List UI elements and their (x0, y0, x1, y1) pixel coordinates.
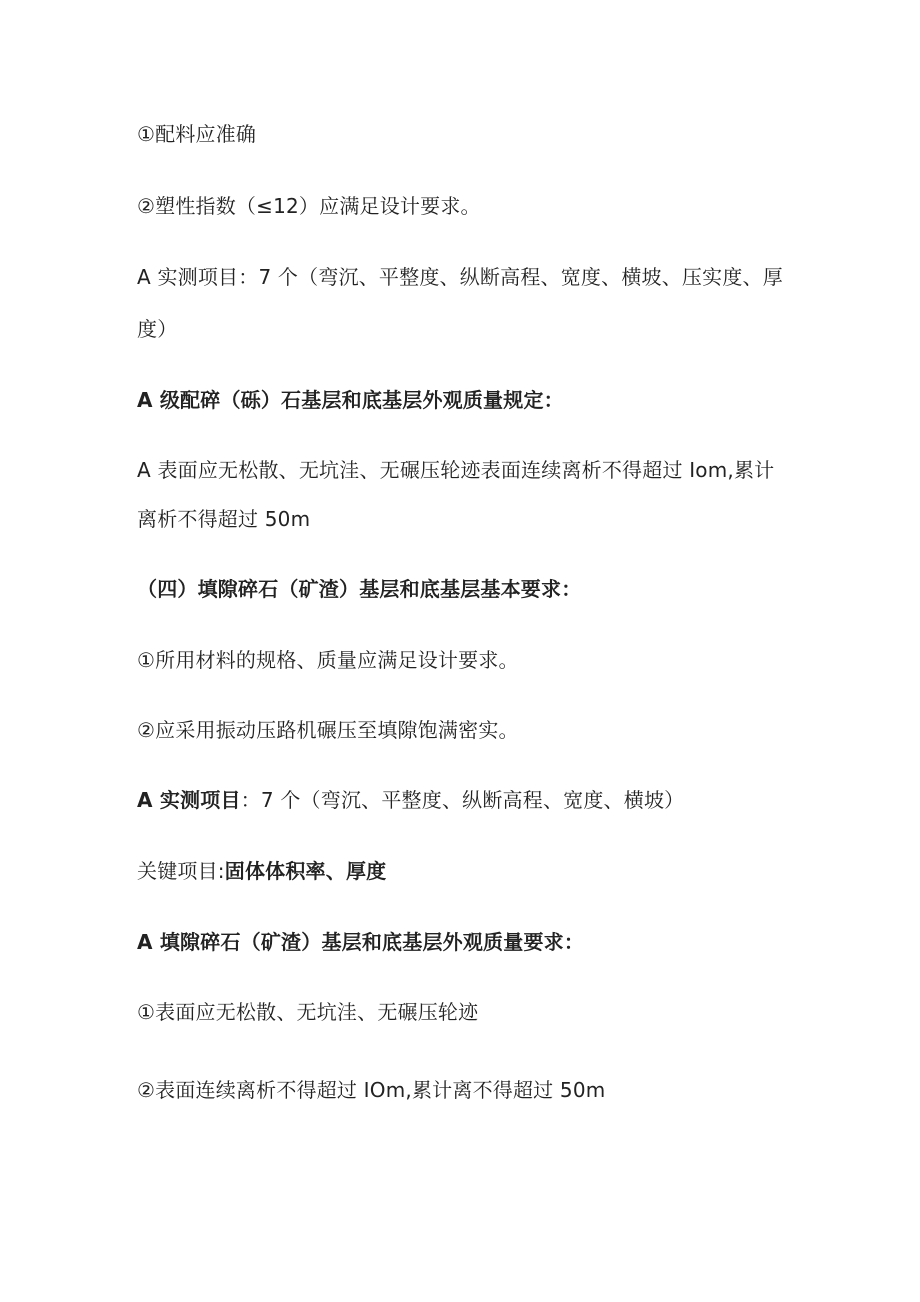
heading-filled-macadam-appearance: A 填隙碎石（矿渣）基层和底基层外观质量要求： (137, 930, 585, 954)
heading-graded-gravel-appearance: A 级配碎（砾）石基层和底基层外观质量规定： (137, 388, 564, 412)
paragraph-test-items-filled (137, 786, 787, 814)
heading-filled-macadam-basic-requirements: （四）填隙碎石（矿渣）基层和底基层基本要求： (137, 577, 582, 601)
paragraph-material-spec: ①所用材料的规格、质量应满足设计要求。 (137, 648, 519, 672)
paragraph-mix-accuracy: ①配料应准确 (137, 122, 257, 146)
test-items-list: ：7 个（弯沉、平整度、纵断高程、宽度、横坡） (240, 788, 685, 812)
paragraph-plasticity-index: ②塑性指数（≤12）应满足设计要求。 (137, 194, 481, 218)
paragraph-test-items-line1: A 实测项目：7 个（弯沉、平整度、纵断高程、宽度、横坡、压实度、厚 (137, 265, 783, 289)
paragraph-surface-requirement-line2: 离析不得超过 50m (137, 507, 311, 531)
paragraph-surface-requirement-line1: A 表面应无松散、无坑洼、无碾压轮迹表面连续离析不得超过 Iom,累计 (137, 458, 775, 482)
test-items-label: A 实测项目 (137, 788, 241, 812)
paragraph-key-items (137, 857, 787, 885)
paragraph-segregation-limit: ②表面连续离析不得超过 IOm,累计离不得超过 50m (137, 1078, 606, 1102)
paragraph-test-items-line2: 度） (137, 317, 178, 341)
paragraph-vibratory-roller: ②应采用振动压路机碾压至填隙饱满密实。 (137, 718, 519, 742)
key-items-value: 固体体积率、厚度 (224, 859, 387, 883)
paragraph-surface-no-loose: ①表面应无松散、无坑洼、无碾压轮迹 (137, 1000, 479, 1024)
key-items-label: 关键项目: (137, 859, 225, 883)
